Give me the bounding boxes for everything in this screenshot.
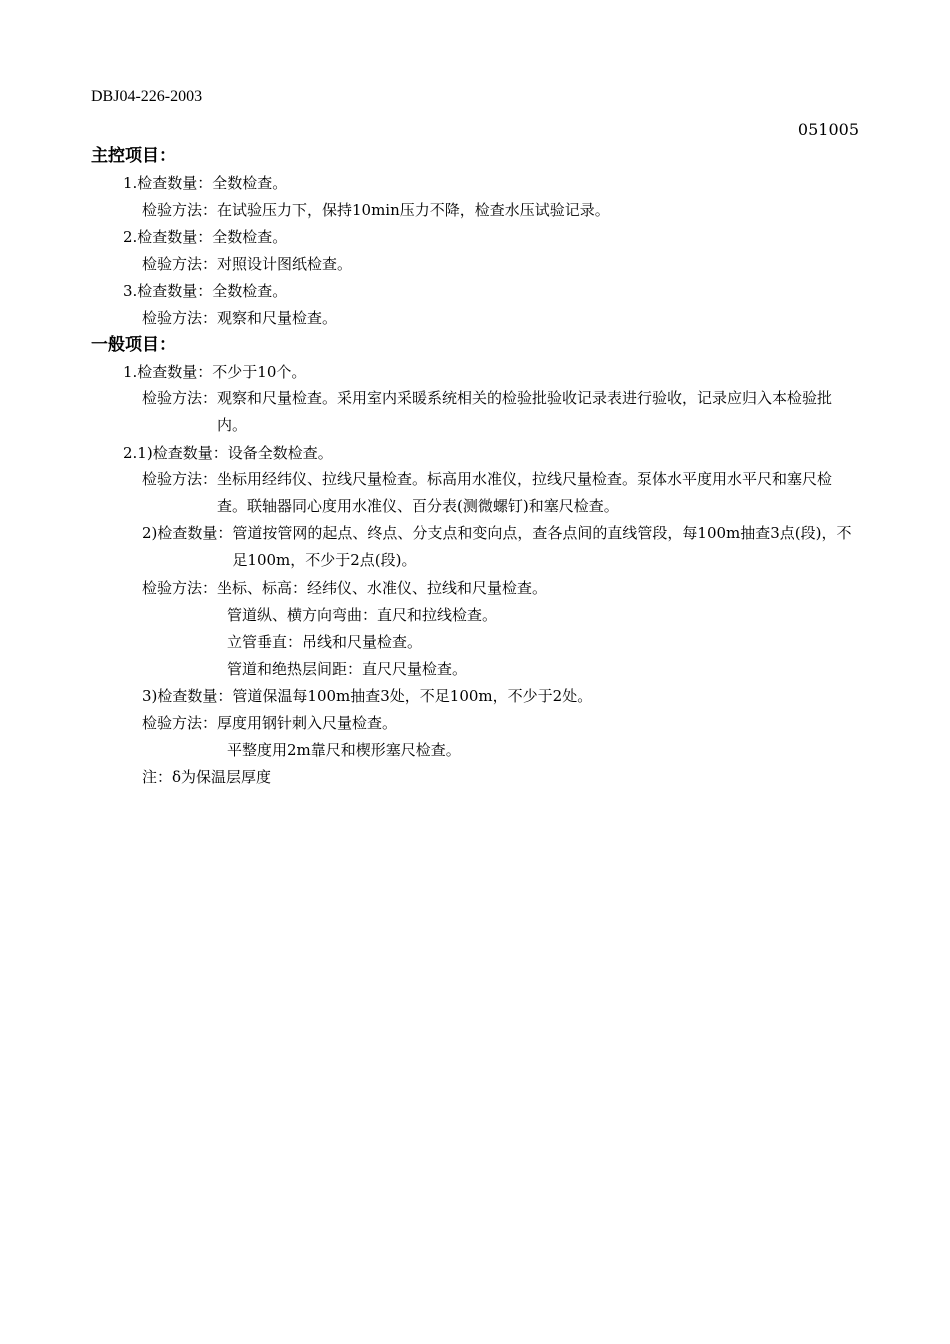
method-label: 检验方法： [142, 389, 218, 407]
general-item-2-2-method: 检验方法：坐标、标高：经纬仪、水准仪、拉线和尺量检查。 [142, 579, 548, 597]
general-item-2-3-quantity: 3)检查数量：管道保温每100m抽查3处，不足100m，不少于2处。 [142, 687, 593, 705]
quantity-text: 管道按管网的起点、终点、分支点和变向点，查各点间的直线管段，每100m抽查3点(段)，不足100m，不少于2点(段)。 [232, 524, 852, 569]
standard-number: DBJ04-226-2003 [91, 88, 203, 105]
main-item-1-quantity: 1.检查数量：全数检查。 [123, 174, 288, 192]
method-label: 检验方法： [142, 470, 218, 488]
form-code: 051005 [797, 120, 859, 139]
general-item-1-method [142, 385, 862, 439]
general-item-2-3-method: 检验方法：厚度用钢针刺入尺量检查。 [142, 714, 398, 732]
general-item-2-3-sub-1: 平整度用2m靠尺和楔形塞尺检查。 [227, 741, 461, 759]
general-item-2-2-sub-1: 管道纵、横方向弯曲：直尺和拉线检查。 [227, 606, 498, 624]
main-item-1-method: 检验方法：在试验压力下，保持10min压力不降，检查水压试验记录。 [142, 201, 610, 219]
method-text: 观察和尺量检查。采用室内采暖系统相关的检验批验收记录表进行验收，记录应归入本检验批内。 [217, 389, 833, 434]
main-item-3-method: 检验方法：观察和尺量检查。 [142, 309, 338, 327]
note: 注：δ为保温层厚度 [142, 768, 272, 786]
quantity-label: 2)检查数量： [142, 524, 233, 542]
method-text: 坐标用经纬仪、拉线尺量检查。标高用水准仪，拉线尺量检查。泵体水平度用水平尺和塞尺检查。联轴器同心度用水准仪、百分表(测微螺钉)和塞尺检查。 [217, 470, 833, 515]
general-item-2-2-quantity [142, 520, 862, 574]
general-item-2-1-method [142, 466, 862, 520]
general-items-heading: 一般项目： [91, 335, 176, 355]
general-item-1-quantity: 1.检查数量：不少于10个。 [123, 363, 307, 381]
main-items-heading: 主控项目： [91, 146, 176, 166]
main-item-2-method: 检验方法：对照设计图纸检查。 [142, 255, 353, 273]
main-item-2-quantity: 2.检查数量：全数检查。 [123, 228, 288, 246]
general-item-2-1-quantity: 2.1)检查数量：设备全数检查。 [123, 444, 333, 462]
general-item-2-2-sub-2: 立管垂直：吊线和尺量检查。 [227, 633, 423, 651]
main-item-3-quantity: 3.检查数量：全数检查。 [123, 282, 288, 300]
general-item-2-2-sub-3: 管道和绝热层间距：直尺尺量检查。 [227, 660, 468, 678]
